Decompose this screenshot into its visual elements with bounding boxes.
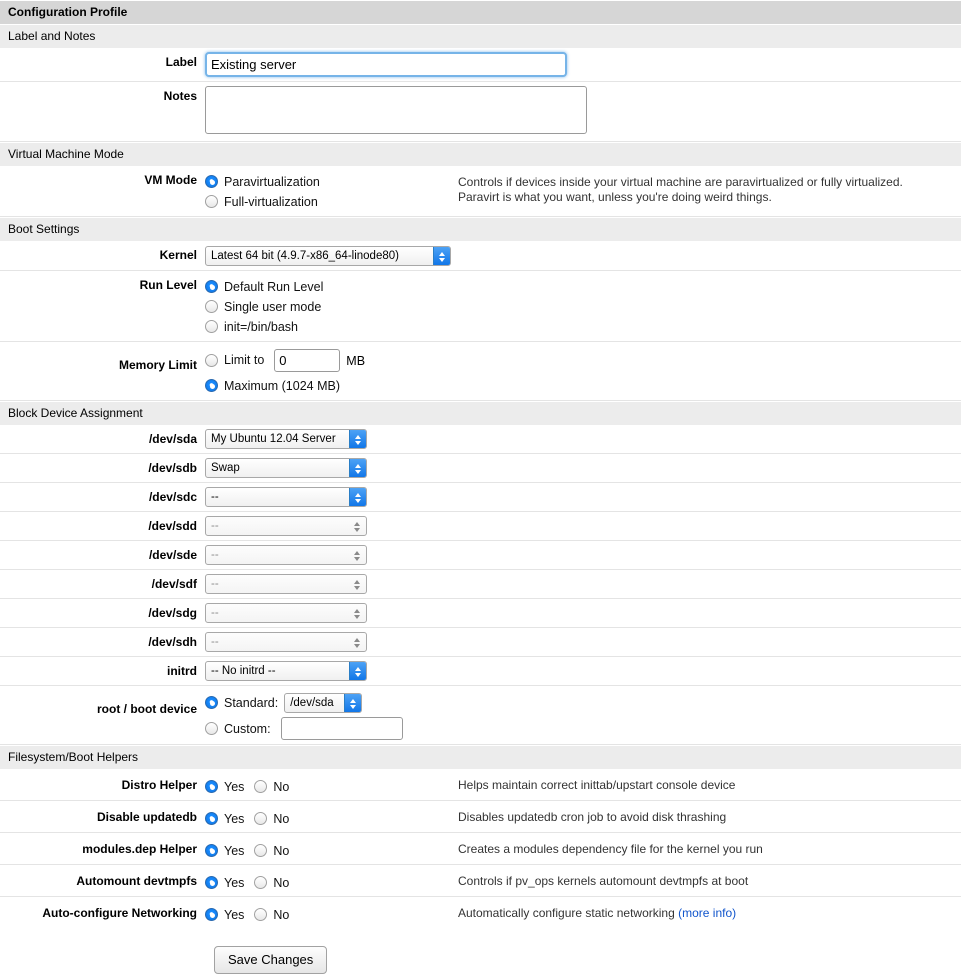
chevron-updown-icon bbox=[349, 604, 366, 622]
dev-sdg-select-value: -- bbox=[211, 607, 219, 619]
row-vm-mode bbox=[0, 166, 961, 217]
dev-sdd-select-value: -- bbox=[211, 520, 219, 532]
run-level-help bbox=[450, 271, 961, 282]
radio-automount-no-icon[interactable] bbox=[254, 876, 267, 889]
automount-devtmpfs-label: Automount devtmpfs bbox=[76, 874, 197, 888]
dev-sdg-select[interactable] bbox=[205, 603, 367, 623]
radio-full-virtualization-icon[interactable] bbox=[205, 195, 218, 208]
radio-maximum-icon[interactable] bbox=[205, 379, 218, 392]
row-run-level bbox=[0, 271, 961, 342]
initrd-help bbox=[460, 657, 961, 668]
dev-sde-help bbox=[460, 541, 961, 552]
row-label bbox=[0, 48, 961, 82]
section-fs-helpers: Filesystem/Boot Helpers bbox=[0, 745, 961, 769]
dev-sdc-select-value: -- bbox=[211, 491, 219, 503]
distro-helper-yesno bbox=[205, 774, 450, 796]
root-boot-custom-label: Custom: bbox=[224, 721, 271, 736]
memory-limit-limit-to-label: Limit to bbox=[224, 353, 265, 367]
chevron-updown-icon bbox=[349, 459, 366, 477]
auto-configure-networking-no-label: No bbox=[273, 907, 290, 922]
row-memory-limit bbox=[0, 342, 961, 401]
distro-helper-no-label: No bbox=[273, 779, 290, 794]
dev-sdd-label: /dev/sdd bbox=[148, 519, 197, 533]
run-level-option-1-label: Single user mode bbox=[224, 299, 322, 314]
run-level-option-0-label: Default Run Level bbox=[224, 279, 324, 294]
memory-limit-unit: MB bbox=[346, 353, 366, 368]
disable-updatedb-help: Disables updatedb cron job to avoid disk thrashing bbox=[458, 810, 727, 824]
dev-sde-select-value: -- bbox=[211, 549, 219, 561]
fs-helpers-rows bbox=[0, 769, 961, 928]
row-disable-updatedb bbox=[0, 801, 961, 833]
distro-helper-no[interactable] bbox=[254, 777, 289, 796]
memory-limit-limit-to-row bbox=[205, 349, 450, 372]
modules-dep-helper-yesno bbox=[205, 838, 450, 860]
row-dev-sda bbox=[0, 425, 961, 454]
vm-mode-option-1-label: Full-virtualization bbox=[224, 194, 318, 209]
automount-devtmpfs-no-label: No bbox=[273, 875, 290, 890]
row-notes bbox=[0, 82, 961, 142]
disable-updatedb-label: Disable updatedb bbox=[96, 810, 197, 824]
modules-dep-helper-no[interactable] bbox=[254, 841, 289, 860]
dev-sdh-help bbox=[460, 628, 961, 639]
vm-mode-help-line-2: Paravirt is what you want, unless you're doing weird things. bbox=[458, 190, 772, 204]
row-dev-sdf bbox=[0, 570, 961, 599]
dev-sde-label: /dev/sde bbox=[148, 548, 197, 562]
vm-mode-help-line-1: Controls if devices inside your virtual machine are paravirtualized or fully virtualized. bbox=[458, 175, 903, 189]
root-boot-device-label: root / boot device bbox=[96, 702, 197, 716]
auto-configure-networking-no[interactable] bbox=[254, 905, 289, 924]
dev-sdf-label: /dev/sdf bbox=[151, 577, 197, 591]
radio-modules-dep-no-icon[interactable] bbox=[254, 844, 267, 857]
radio-paravirtualization-icon[interactable] bbox=[205, 175, 218, 188]
automount-devtmpfs-no[interactable] bbox=[254, 873, 289, 892]
vm-mode-rows bbox=[0, 166, 961, 217]
boot-settings-rows bbox=[0, 241, 961, 401]
radio-default-run-level-icon[interactable] bbox=[205, 280, 218, 293]
window-title: Configuration Profile bbox=[0, 0, 961, 24]
distro-helper-yes-label: Yes bbox=[224, 779, 245, 794]
row-modules-dep-helper bbox=[0, 833, 961, 865]
dev-sdb-help bbox=[460, 454, 961, 465]
memory-limit-maximum-label: Maximum (1024 MB) bbox=[224, 378, 340, 393]
modules-dep-helper-label: modules.dep Helper bbox=[82, 842, 197, 856]
root-boot-standard-value: /dev/sda bbox=[290, 697, 334, 709]
radio-automount-yes-icon[interactable] bbox=[205, 876, 218, 889]
automount-devtmpfs-yesno bbox=[205, 870, 450, 892]
run-level-option-default[interactable] bbox=[205, 277, 450, 296]
dev-sdd-select[interactable] bbox=[205, 516, 367, 536]
vm-mode-option-paravirtualization[interactable] bbox=[205, 172, 450, 191]
root-boot-standard-select[interactable] bbox=[284, 693, 362, 713]
radio-standard-icon[interactable] bbox=[205, 696, 218, 709]
dev-sdf-help bbox=[460, 570, 961, 581]
vm-mode-option-full-virtualization[interactable] bbox=[205, 192, 450, 211]
root-boot-standard-row bbox=[205, 693, 460, 713]
vm-mode-option-0-label: Paravirtualization bbox=[224, 174, 320, 189]
dev-sdb-select-value: Swap bbox=[211, 462, 240, 474]
initrd-select[interactable] bbox=[205, 661, 367, 681]
row-kernel bbox=[0, 241, 961, 271]
radio-modules-dep-yes-icon[interactable] bbox=[205, 844, 218, 857]
kernel-select-value: Latest 64 bit (4.9.7-x86_64-linode80) bbox=[211, 250, 399, 262]
memory-limit-help bbox=[450, 342, 961, 353]
radio-autonet-no-icon[interactable] bbox=[254, 908, 267, 921]
root-boot-custom-input[interactable] bbox=[281, 717, 403, 740]
dev-sdc-help bbox=[460, 483, 961, 494]
memory-limit-option-maximum[interactable] bbox=[205, 376, 450, 395]
run-level-option-2-label: init=/bin/bash bbox=[224, 319, 299, 334]
dev-sdg-label: /dev/sdg bbox=[148, 606, 197, 620]
kernel-select[interactable] bbox=[205, 246, 451, 266]
memory-limit-input[interactable] bbox=[274, 349, 340, 372]
dev-sdf-select[interactable] bbox=[205, 574, 367, 594]
dev-sda-select-value: My Ubuntu 12.04 Server bbox=[211, 433, 336, 445]
dev-sdb-select[interactable] bbox=[205, 458, 367, 478]
vm-mode-help bbox=[450, 166, 961, 209]
form-footer bbox=[0, 928, 961, 974]
label-help bbox=[575, 48, 961, 59]
chevron-updown-icon bbox=[349, 633, 366, 651]
run-level-option-single-user[interactable] bbox=[205, 297, 450, 316]
row-distro-helper bbox=[0, 769, 961, 801]
root-boot-option-custom[interactable] bbox=[205, 719, 277, 738]
chevron-updown-icon bbox=[349, 430, 366, 448]
dev-sdc-label: /dev/sdc bbox=[148, 490, 197, 504]
automount-devtmpfs-yes[interactable] bbox=[205, 873, 244, 892]
disable-updatedb-yes-label: Yes bbox=[224, 811, 245, 826]
row-automount-devtmpfs bbox=[0, 865, 961, 897]
disable-updatedb-yes[interactable] bbox=[205, 809, 244, 828]
radio-autonet-yes-icon[interactable] bbox=[205, 908, 218, 921]
radio-distro-helper-no-icon[interactable] bbox=[254, 780, 267, 793]
dev-sdg-help bbox=[460, 599, 961, 610]
vm-mode-label: VM Mode bbox=[144, 173, 197, 187]
row-initrd bbox=[0, 657, 961, 686]
distro-helper-help: Helps maintain correct inittab/upstart console device bbox=[458, 778, 736, 792]
dev-sdh-select-value: -- bbox=[211, 636, 219, 648]
chevron-updown-icon bbox=[344, 694, 361, 712]
row-dev-sdh bbox=[0, 628, 961, 657]
run-level-label: Run Level bbox=[139, 278, 197, 292]
notes-field-label: Notes bbox=[163, 89, 197, 103]
section-boot-settings: Boot Settings bbox=[0, 217, 961, 241]
chevron-updown-icon bbox=[349, 517, 366, 535]
radio-limit-to-icon[interactable] bbox=[205, 354, 218, 367]
auto-configure-networking-yesno bbox=[205, 902, 450, 924]
auto-configure-networking-label: Auto-configure Networking bbox=[42, 906, 197, 920]
initrd-select-value: -- No initrd -- bbox=[211, 665, 276, 677]
auto-configure-networking-help bbox=[450, 897, 961, 925]
chevron-updown-icon bbox=[349, 662, 366, 680]
dev-sda-select[interactable] bbox=[205, 429, 367, 449]
modules-dep-helper-yes[interactable] bbox=[205, 841, 244, 860]
dev-sdh-select[interactable] bbox=[205, 632, 367, 652]
label-input[interactable] bbox=[205, 52, 567, 77]
section-label-and-notes: Label and Notes bbox=[0, 24, 961, 48]
notes-textarea[interactable] bbox=[205, 86, 587, 134]
chevron-updown-icon bbox=[349, 546, 366, 564]
memory-limit-option-limit-to[interactable] bbox=[205, 351, 264, 370]
radio-disable-updatedb-yes-icon[interactable] bbox=[205, 812, 218, 825]
row-auto-configure-networking bbox=[0, 897, 961, 928]
disable-updatedb-yesno bbox=[205, 806, 450, 828]
row-dev-sde bbox=[0, 541, 961, 570]
dev-sda-help bbox=[460, 425, 961, 436]
distro-helper-yes[interactable] bbox=[205, 777, 244, 796]
initrd-label: initrd bbox=[167, 664, 197, 678]
radio-init-bin-bash-icon[interactable] bbox=[205, 320, 218, 333]
disable-updatedb-no[interactable] bbox=[254, 809, 289, 828]
distro-helper-label: Distro Helper bbox=[121, 778, 197, 792]
section-vm-mode: Virtual Machine Mode bbox=[0, 142, 961, 166]
auto-configure-networking-yes[interactable] bbox=[205, 905, 244, 924]
notes-help bbox=[595, 82, 961, 93]
automount-devtmpfs-yes-label: Yes bbox=[224, 875, 245, 890]
dev-sdh-label: /dev/sdh bbox=[148, 635, 197, 649]
section-block-device: Block Device Assignment bbox=[0, 401, 961, 425]
kernel-label: Kernel bbox=[159, 248, 197, 262]
chevron-updown-icon bbox=[349, 575, 366, 593]
root-boot-standard-label: Standard: bbox=[224, 695, 279, 710]
block-device-rows bbox=[0, 425, 961, 745]
radio-custom-icon[interactable] bbox=[205, 722, 218, 735]
radio-disable-updatedb-no-icon[interactable] bbox=[254, 812, 267, 825]
modules-dep-helper-help: Creates a modules dependency file for the kernel you run bbox=[458, 842, 763, 856]
row-dev-sdc bbox=[0, 483, 961, 512]
row-dev-sdd bbox=[0, 512, 961, 541]
save-changes-button[interactable]: Save Changes bbox=[214, 946, 327, 974]
root-boot-help bbox=[460, 686, 961, 697]
dev-sda-label: /dev/sda bbox=[148, 432, 197, 446]
dev-sdc-select[interactable] bbox=[205, 487, 367, 507]
root-boot-custom-row bbox=[205, 717, 460, 740]
label-field-label: Label bbox=[165, 55, 197, 69]
dev-sdb-label: /dev/sdb bbox=[148, 461, 197, 475]
radio-distro-helper-yes-icon[interactable] bbox=[205, 780, 218, 793]
chevron-updown-icon bbox=[349, 488, 366, 506]
automount-devtmpfs-help: Controls if pv_ops kernels automount devtmpfs at boot bbox=[458, 874, 749, 888]
run-level-option-init-bin-bash[interactable] bbox=[205, 317, 450, 336]
row-root-boot-device bbox=[0, 686, 961, 745]
chevron-updown-icon bbox=[433, 247, 450, 265]
memory-limit-label: Memory Limit bbox=[118, 358, 197, 372]
modules-dep-helper-yes-label: Yes bbox=[224, 843, 245, 858]
more-info-link[interactable]: (more info) bbox=[678, 906, 737, 920]
auto-configure-networking-help-text: Automatically configure static networking bbox=[458, 906, 675, 920]
disable-updatedb-no-label: No bbox=[273, 811, 290, 826]
auto-configure-networking-yes-label: Yes bbox=[224, 907, 245, 922]
label-notes-rows bbox=[0, 48, 961, 142]
modules-dep-helper-no-label: No bbox=[273, 843, 290, 858]
radio-single-user-mode-icon[interactable] bbox=[205, 300, 218, 313]
root-boot-option-standard[interactable] bbox=[205, 693, 284, 712]
dev-sde-select[interactable] bbox=[205, 545, 367, 565]
kernel-help bbox=[455, 241, 961, 252]
dev-sdd-help bbox=[460, 512, 961, 523]
row-dev-sdg bbox=[0, 599, 961, 628]
dev-sdf-select-value: -- bbox=[211, 578, 219, 590]
row-dev-sdb bbox=[0, 454, 961, 483]
